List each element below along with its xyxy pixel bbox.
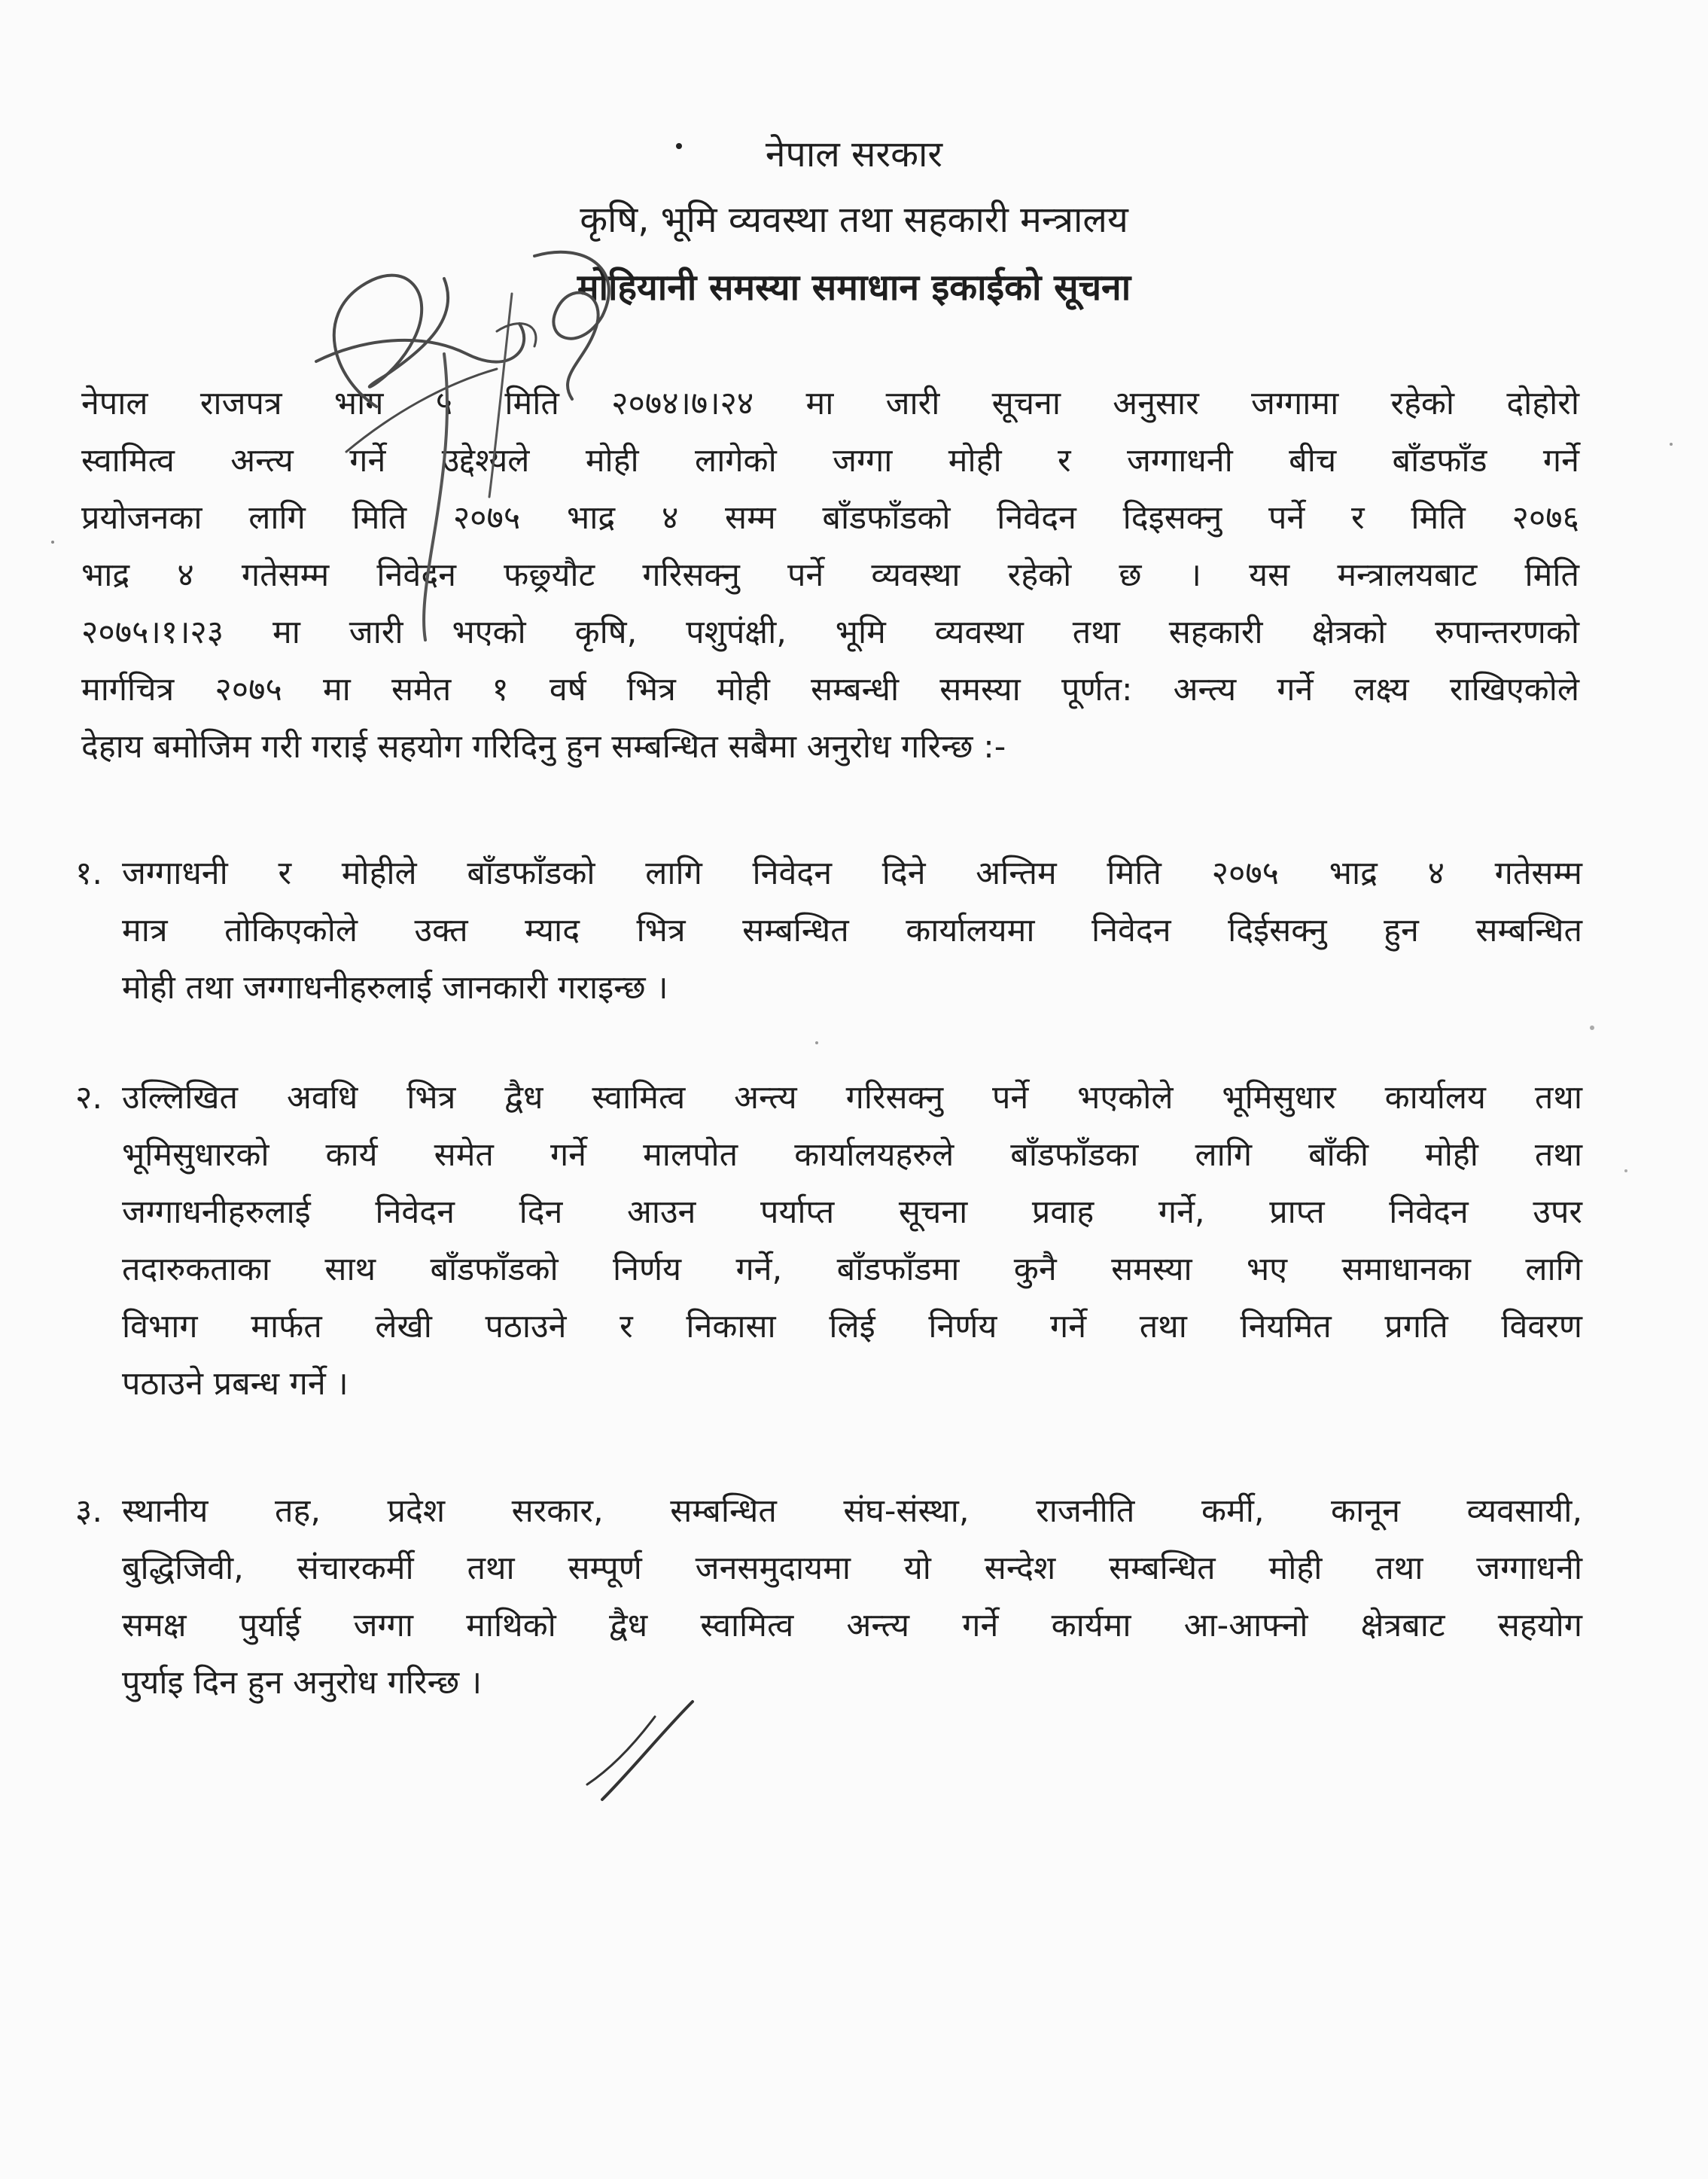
list-item-line: जग्गाधनी र मोहीले बाँडफाँडको लागि निवेदन दिने अन्तिम मिति २०७५ भाद्र ४ गतेसम्म	[122, 855, 1582, 892]
list-item-line: उल्लिखित अवधि भित्र द्वैध स्वामित्व अन्त्य गरिसक्नु पर्ने भएकोले भूमिसुधार कार्यालय तथा	[122, 1079, 1582, 1117]
list-item-line: पुर्याइ दिन हुन अनुरोध गरिन्छ ।	[122, 1664, 483, 1702]
list-item-line: जग्गाधनीहरुलाई निवेदन दिन आउन पर्याप्त सूचना प्रवाह गर्ने, प्राप्त निवेदन उपर	[122, 1193, 1582, 1231]
intro-line: प्रयोजनका लागि मिति २०७५ भाद्र ४ सम्म बाँडफाँडको निवेदन दिइसक्नु पर्ने र मिति २०७६	[81, 499, 1579, 537]
list-item-number: १.	[75, 855, 103, 892]
list-item-line: विभाग मार्फत लेखी पठाउने र निकासा लिई निर्णय गर्ने तथा नियमित प्रगति विवरण	[122, 1308, 1582, 1345]
list-item-text	[122, 845, 1582, 1016]
list-item-line: पठाउने प्रबन्ध गर्ने ।	[122, 1365, 349, 1403]
list-item-line: भूमिसुधारको कार्य समेत गर्ने मालपोत कार्यालयहरुले बाँडफाँडका लागि बाँकी मोही तथा	[122, 1136, 1582, 1174]
intro-line: देहाय बमोजिम गरी गराई सहयोग गरिदिनु हुन सम्बन्धित सबैमा अनुरोध गरिन्छ :-	[81, 728, 1006, 766]
list-item-line: तदारुकताका साथ बाँडफाँडको निर्णय गर्ने, बाँडफाँडमा कुनै समस्या भए समाधानका लागि	[122, 1251, 1582, 1288]
header-notice-title: मोहियानी समस्या समाधान इकाईको सूचना	[577, 267, 1131, 309]
intro-line: नेपाल राजपत्र भाग ५ मिति २०७४।७।२४ मा जारी सूचना अनुसार जग्गामा रहेको दोहोरो	[81, 385, 1579, 422]
list-item-line: समक्ष पुर्याई जग्गा माथिको द्वैध स्वामित्व अन्त्य गर्ने कार्यमा आ-आफ्नो क्षेत्रबाट सहयोग	[122, 1607, 1582, 1644]
intro-line: भाद्र ४ गतेसम्म निवेदन फछ्र्यौट गरिसक्नु पर्ने व्यवस्था रहेको छ । यस मन्त्रालयबाट मिति	[81, 556, 1579, 594]
handwritten-signature	[271, 226, 662, 648]
header-government: नेपाल सरकार	[765, 133, 943, 175]
list-item-line: बुद्धिजिवी, संचारकर्मी तथा सम्पूर्ण जनसमुदायमा यो सन्देश सम्बन्धित मोही तथा जग्गाधनी	[122, 1550, 1582, 1587]
signature-flourish	[580, 1687, 708, 1815]
list-item-number: २.	[75, 1079, 103, 1117]
intro-line: मार्गचित्र २०७५ मा समेत १ वर्ष भित्र मोही सम्बन्धी समस्या पूर्णत: अन्त्य गर्ने लक्ष्य राखिएकोले	[81, 671, 1579, 709]
list-item-number: ३.	[75, 1492, 103, 1530]
intro-line: २०७५।१।२३ मा जारी भएको कृषि, पशुपंक्षी, भूमि व्यवस्था तथा सहकारी क्षेत्रको रुपान्तरणको	[81, 614, 1579, 651]
intro-line: स्वामित्व अन्त्य गर्ने उद्देश्यले मोही लागेको जग्गा मोही र जग्गाधनी बीच बाँडफाँड गर्ने	[81, 442, 1579, 480]
list-item-line: मात्र तोकिएकोले उक्त म्याद भित्र सम्बन्धित कार्यालयमा निवेदन दिईसक्नु हुन सम्बन्धित	[122, 912, 1582, 949]
list-item-line: मोही तथा जग्गाधनीहरुलाई जानकारी गराइन्छ ।	[122, 969, 668, 1007]
header-ministry: कृषि, भूमि व्यवस्था तथा सहकारी मन्त्रालय	[580, 199, 1128, 241]
list-item-text	[122, 1483, 1582, 1711]
list-item-line: स्थानीय तह, प्रदेश सरकार, सम्बन्धित संघ-संस्था, राजनीति कर्मी, कानून व्यवसायी,	[122, 1492, 1582, 1530]
list-item-text	[122, 1069, 1582, 1413]
